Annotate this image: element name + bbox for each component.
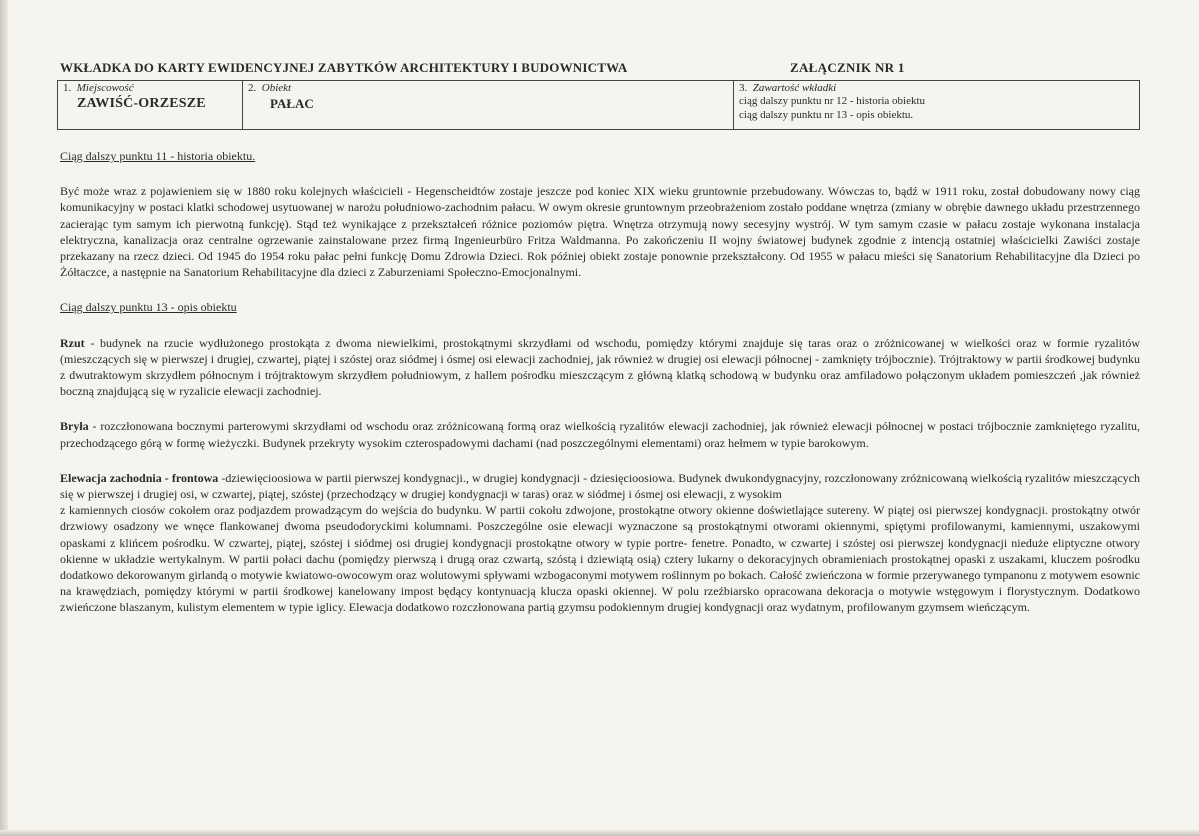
paragraph-elewacja <box>60 470 1140 502</box>
paragraph-bryla <box>60 418 1140 450</box>
section-history-text: Być może wraz z pojawieniem się w 1880 roku kolejnych właścicieli - Hegenscheidtów zostaje jeszcze pod koniec XIX wieku gruntownie przebudowany. Wówczas to, bądź w 1911 roku, został dobudowany nowy ciąg komunikacyjny w postaci klatki schodowej usytuowanej w narożu południowo-zachodnim pałacu. W owym okresie gruntownym przeobrażeniom zostało poddane wnętrza (zmiany w obrębie dawnego układu przestrzennego zacierając tym samym ich pierwotną funkcję). Stąd też wynikające z przekształceń różnice poziomów piętra. Wnętrza otrzymują nowy secesyjny wystrój. W tym samym czasie w pałacu zostaje wykonana instalacja elektryczna, kanalizacja oraz centralne ogrzewanie zainstalowane przez firmą Ingenieurbüro Fritza Waldmanna. Po zakończeniu II wojny światowej budynek zgodnie z intencją ostatniej właścicielki Zawiści zostaje przekazany na rzecz dzieci. Od 1945 do 1954 roku pałac pełni funkcję Domu Zdrowia Dzieci. Rok później obiekt zostaje ponownie przekształcony. Od 1955 w pałacu mieści się Sanatorium Rehabilitacyjne dla Dzieci po Żółtaczce, a następnie na Sanatorium Rehabilitacyjne dla dzieci z Zaburzeniami Społeczno-Emocjonalnymi. <box>60 184 1140 280</box>
object-label: Obiekt <box>261 82 292 94</box>
contents-label: Zawartość wkładki <box>752 82 837 94</box>
rzut-text: - budynek na rzucie wydłużonego prostokąta z dwoma niewielkimi, prostokątnymi skrzydłami od wschodu, pomiędzy którymi znajduje się taras oraz o zróżnicowanej w wielkości oraz w formie ryzalitów (mieszczących się w pierwszej i drugiej, czwartej, piątej i szóstej oraz siódmej i ósmej osi elewacji zachodniej, jak również w drugiej osi elewacji północnej - zamknięty trójbocznie). Trójtraktowy w partii środkowej budynku z dwutraktowym skrzydłem północnym i trójtraktowym skrzydłem południowym, z hallem pośrodku mieszczącym z główną klatką schodową w budynku oraz amfiladowo połączonym układem pomieszczeń ,jak również boczną znajdującą się w ryzalicie elewacji zachodniej. <box>60 335 1140 399</box>
elewacja-text-1: -dziewięcioosiowa w partii pierwszej kondygnacji., w drugiej kondygnacji - dziesięcioosiowa. Budynek dwukondygnacyjny, rozczłonowany zróżnicowaną wielkością ryzalitów mieszczących się w pierwszej i drugiej osi, w czwartej, piątej, szóstej (przechodzący w drugiej kondygnacji w taras) oraz w siódmej i ósmej osi elewacji, z wysokim <box>60 470 1140 502</box>
cell-contents <box>734 81 1140 130</box>
locality-label: Miejscowość <box>76 82 134 94</box>
elewacja-label: Elewacja zachodnia - frontowa <box>60 470 219 485</box>
cell-object <box>243 81 734 130</box>
contents-number: 3. <box>739 82 748 94</box>
section-description-title: Ciąg dalszy punktu 13 - opis obiektu <box>60 300 237 315</box>
cell-locality <box>58 81 243 130</box>
document-title: WKŁADKA DO KARTY EWIDENCYJNEJ ZABYTKÓW ARCHITEKTURY I BUDOWNICTWA <box>60 60 628 75</box>
locality-number: 1. <box>63 82 72 94</box>
document-body <box>60 148 1140 616</box>
object-value: PAŁAC <box>270 96 314 111</box>
scan-edge-bottom <box>0 830 1199 836</box>
paragraph-elewacja-cont: z kamiennych ciosów cokołem oraz podjazdem prowadzącym do wejścia do budynku. W partii cokołu zdwojone, prostokątne otwory okienne doświetlające sutereny. W piątej osi pierwszej kondygnacji. prostokątny otwór drzwiowy osadzony we wnęce flankowanej dwoma pseudodoryckimi kolumnami. Poszczególne osie elewacji wyznaczone są prostokątnymi otworami okiennymi, spiętymi profilowanymi, kamiennymi, uszakowymi opaskami z klińcem pośrodku. W czwartej, piątej, szóstej i siódmej osi drugiej kondygnacji prostokątne otwory w typie portre- fenetre. Ponadto, w czwartej i szóstej osi pierwszej kondygnacji nieduże eliptyczne otwory okienne w układzie wertykalnym. W partii połaci dachu (pomiędzy pierwszą i drugą oraz czwartą, szóstą i dziewiątą osią) cztery lukarny o dekoracyjnych obramieniach prostokątnej opaski z uszakami, kluczem pośrodku dodatkowo dekorowanym girlandą o motywie kwiatowo-owocowym oraz wolutowymi spływami wzbogaconymi motywem roślinnym po bokach. Całość zwieńczona w formie przerywanego tympanonu z motywem esownic na krawędziach, pomiędzy którymi w partii środkowej kanelowany impost będący kontynuacją klucza opaski okiennej. W polu rzeźbiarsko opracowana dekoracja o motywie wstęgowym i florystycznym. Dodatkowo zwieńczone blaszanym, kulistym elementem w typie iglicy. Elewacja dodatkowo rozczłonowana partią gzymsu podokiennym drugiej kondygnacji oraz wydatnym, profilowanym gzymsem wieńczącym. <box>60 503 1140 615</box>
annex-label: ZAŁĄCZNIK NR 1 <box>790 60 905 75</box>
bryla-text: - rozczłonowana bocznymi parterowymi skrzydłami od wschodu oraz zróżnicowaną formą oraz wielkością ryzalitów elewacji zachodniej, jak również elewacji północnej w postaci trójbocznie zamkniętego ryzalitu, przechodzącego górą w formę wieżyczki. Budynek przekryty wysokim czterospadowymi dachami (nad poszczególnymi elementami) oraz hełmem w typie barokowym. <box>60 419 1140 450</box>
contents-line-1: ciąg dalszy punktu nr 12 - historia obiektu <box>739 95 926 107</box>
bryla-label: Bryła <box>60 419 89 434</box>
paragraph-rzut <box>60 335 1140 400</box>
section-history-title: Ciąg dalszy punktu 11 - historia obiektu. <box>60 149 256 163</box>
contents-line-2: ciąg dalszy punktu nr 13 - opis obiektu. <box>739 109 914 121</box>
object-number: 2. <box>248 82 257 94</box>
rzut-label: Rzut <box>60 335 85 350</box>
metadata-table <box>57 80 1140 130</box>
locality-value: ZAWIŚĆ-ORZESZE <box>77 96 206 111</box>
scan-edge-left <box>0 0 8 836</box>
